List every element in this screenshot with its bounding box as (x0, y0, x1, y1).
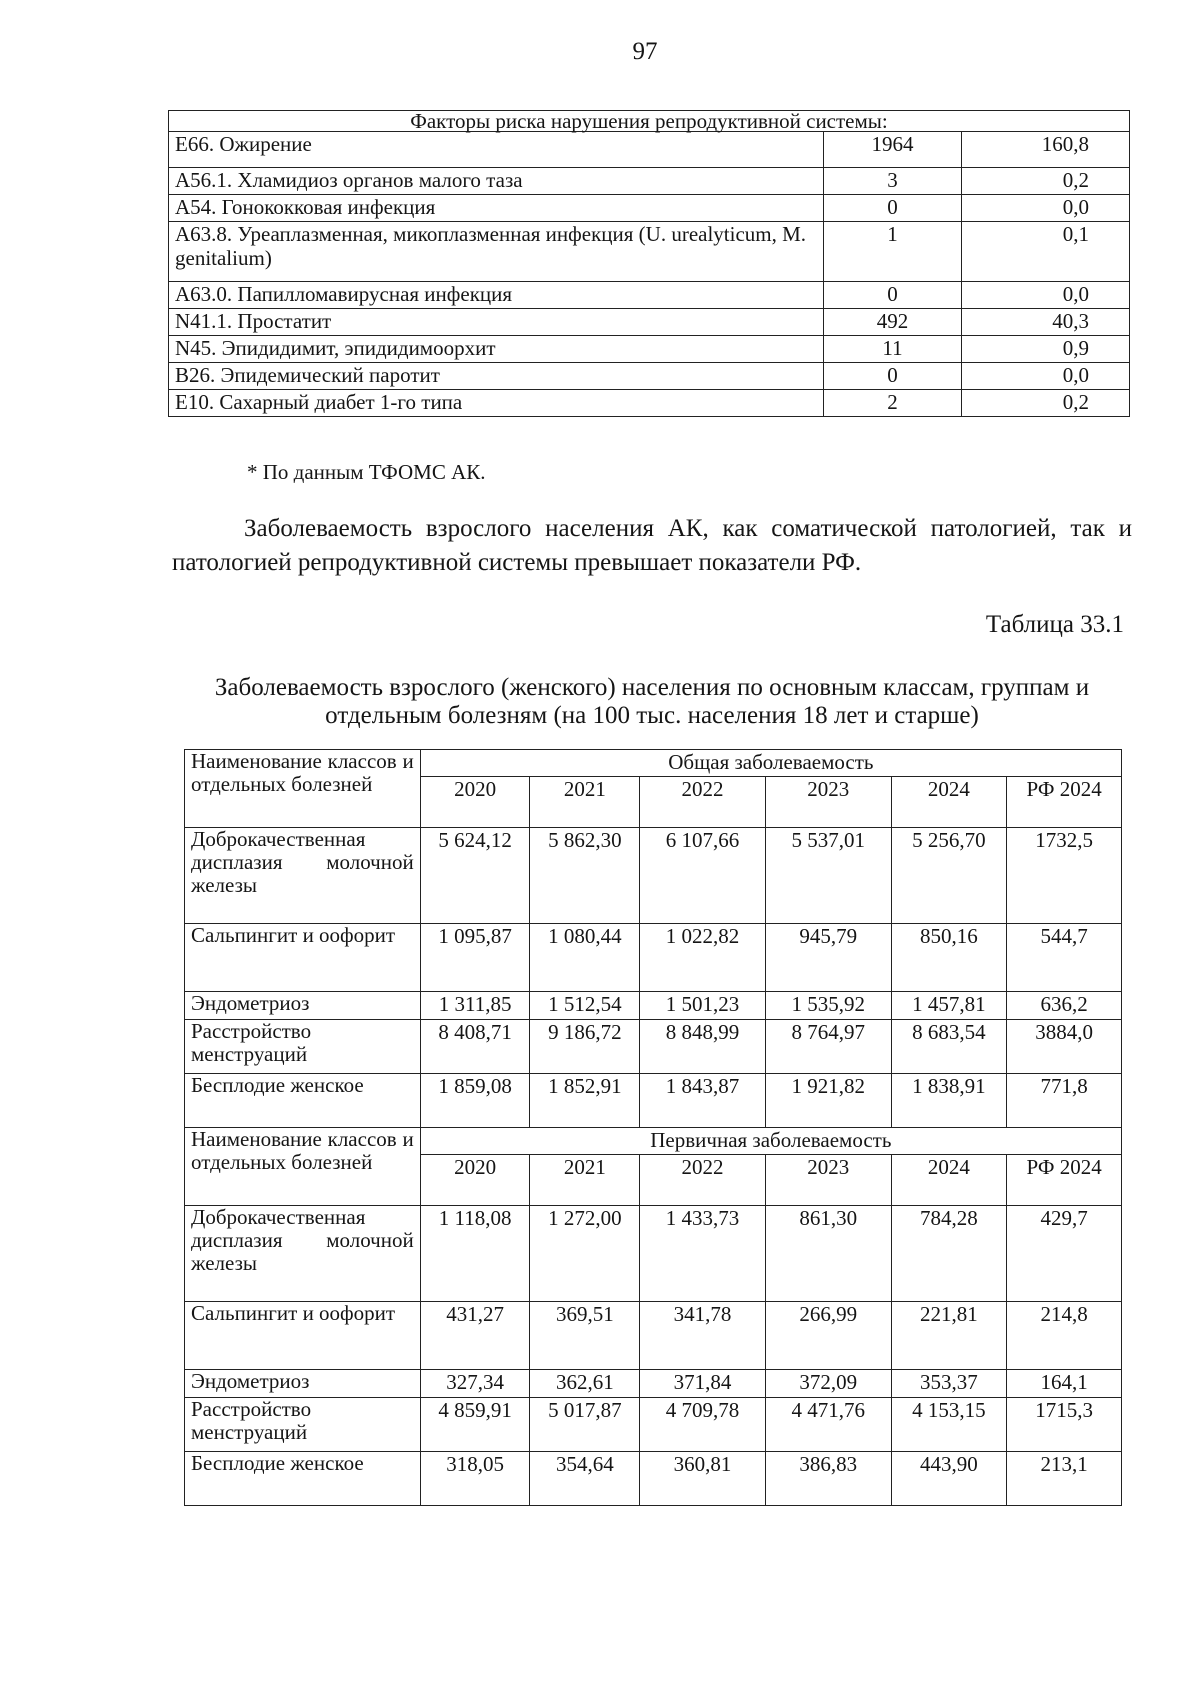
disease-name: Эндометриоз (185, 1370, 421, 1398)
table-row (169, 222, 1130, 282)
risk-name-cell: Е66. Ожирение (169, 132, 824, 168)
table-row (185, 828, 1122, 924)
value-cell: 1 272,00 (530, 1206, 640, 1302)
year-header: 2022 (640, 1155, 766, 1206)
risk-name-cell: В26. Эпидемический паротит (169, 363, 824, 390)
risk-name-cell: Е10. Сахарный диабет 1-го типа (169, 390, 824, 417)
value-cell: 861,30 (765, 1206, 891, 1302)
table-row (185, 1370, 1122, 1398)
value-cell: 443,90 (891, 1452, 1007, 1506)
section-title: Первичная заболеваемость (420, 1128, 1121, 1155)
value-cell: 9 186,72 (530, 1020, 640, 1074)
risk-rate-cell: 0,2 (961, 390, 1129, 417)
year-header: 2021 (530, 777, 640, 828)
value-cell: 362,61 (530, 1370, 640, 1398)
value-cell: 4 709,78 (640, 1398, 766, 1452)
risk-name-cell: А56.1. Хламидиоз органов малого таза (169, 168, 824, 195)
value-cell: 1 457,81 (891, 992, 1007, 1020)
risk-rate-cell: 0,0 (961, 282, 1129, 309)
table-row (169, 282, 1130, 309)
table-row (185, 1302, 1122, 1370)
risk-rate-cell: 0,0 (961, 363, 1129, 390)
value-cell: 1 512,54 (530, 992, 640, 1020)
value-cell: 354,64 (530, 1452, 640, 1506)
risk-count-cell: 3 (824, 168, 962, 195)
table-row (169, 168, 1130, 195)
value-cell: 431,27 (420, 1302, 530, 1370)
year-header: 2024 (891, 777, 1007, 828)
disease-name: Доброкачественная дисплазия молочной железы (185, 1206, 421, 1302)
section-title: Общая заболеваемость (420, 750, 1121, 777)
risk-factors-table (168, 110, 1130, 417)
value-cell: 1 311,85 (420, 992, 530, 1020)
value-cell: 353,37 (891, 1370, 1007, 1398)
table-row (169, 132, 1130, 168)
table-row (185, 1020, 1122, 1074)
page-number: 97 (632, 38, 658, 65)
value-cell: 5 537,01 (765, 828, 891, 924)
morbidity-table (184, 749, 1122, 1506)
value-cell: 1 838,91 (891, 1074, 1007, 1128)
risk-count-cell: 1964 (824, 132, 962, 168)
value-cell: 164,1 (1007, 1370, 1122, 1398)
value-cell: 1 535,92 (765, 992, 891, 1020)
value-cell: 544,7 (1007, 924, 1122, 992)
source-footnote: * По данным ТФОМС АК. (247, 460, 486, 484)
value-cell: 221,81 (891, 1302, 1007, 1370)
value-cell: 1 852,91 (530, 1074, 640, 1128)
table-row (185, 1206, 1122, 1302)
disease-name: Бесплодие женское (185, 1452, 421, 1506)
table-row (185, 1452, 1122, 1506)
risk-count-cell: 492 (824, 309, 962, 336)
value-cell: 771,8 (1007, 1074, 1122, 1128)
value-cell: 6 107,66 (640, 828, 766, 924)
value-cell: 636,2 (1007, 992, 1122, 1020)
year-header: 2021 (530, 1155, 640, 1206)
risk-count-cell: 0 (824, 195, 962, 222)
year-header: 2020 (420, 1155, 530, 1206)
value-cell: 5 256,70 (891, 828, 1007, 924)
value-cell: 5 624,12 (420, 828, 530, 924)
risk-count-cell: 1 (824, 222, 962, 282)
table-row (169, 195, 1130, 222)
disease-name: Расстройство менструаций (185, 1020, 421, 1074)
risk-name-cell: А63.8. Уреаплазменная, микоплазменная инфекция (U. urealyticum, M. genitalium) (169, 222, 824, 282)
section-header-row (185, 1128, 1122, 1155)
body-paragraph: Заболеваемость взрослого населения АК, как соматической патологией, так и патологией репродуктивной системы превышает показатели РФ. (172, 515, 1132, 576)
table-row (185, 1398, 1122, 1452)
value-cell: 945,79 (765, 924, 891, 992)
value-cell: 1 501,23 (640, 992, 766, 1020)
section-header-row (185, 750, 1122, 777)
risk-table-header: Факторы риска нарушения репродуктивной системы: (169, 111, 1130, 132)
risk-rate-cell: 0,1 (961, 222, 1129, 282)
value-cell: 1715,3 (1007, 1398, 1122, 1452)
value-cell: 341,78 (640, 1302, 766, 1370)
table-row (169, 336, 1130, 363)
value-cell: 5 862,30 (530, 828, 640, 924)
value-cell: 327,34 (420, 1370, 530, 1398)
risk-name-cell: А63.0. Папилломавирусная инфекция (169, 282, 824, 309)
value-cell: 1 433,73 (640, 1206, 766, 1302)
value-cell: 1 843,87 (640, 1074, 766, 1128)
year-header: 2020 (420, 777, 530, 828)
value-cell: 214,8 (1007, 1302, 1122, 1370)
value-cell: 1 859,08 (420, 1074, 530, 1128)
table-title: Заболеваемость взрослого (женского) населения по основным классам, группам и отдельным болезням (на 100 тыс. населения 18 лет и старше) (214, 674, 1090, 729)
value-cell: 360,81 (640, 1452, 766, 1506)
disease-name: Сальпингит и оофорит (185, 1302, 421, 1370)
value-cell: 8 683,54 (891, 1020, 1007, 1074)
table-row (185, 924, 1122, 992)
risk-rate-cell: 0,2 (961, 168, 1129, 195)
risk-count-cell: 0 (824, 363, 962, 390)
disease-name: Доброкачественная дисплазия молочной железы (185, 828, 421, 924)
value-cell: 1 095,87 (420, 924, 530, 992)
risk-name-cell: N41.1. Простатит (169, 309, 824, 336)
value-cell: 4 471,76 (765, 1398, 891, 1452)
value-cell: 3884,0 (1007, 1020, 1122, 1074)
risk-count-cell: 2 (824, 390, 962, 417)
risk-rate-cell: 160,8 (961, 132, 1129, 168)
table-row (185, 1074, 1122, 1128)
value-cell: 784,28 (891, 1206, 1007, 1302)
value-cell: 4 859,91 (420, 1398, 530, 1452)
risk-rate-cell: 0,0 (961, 195, 1129, 222)
value-cell: 8 848,99 (640, 1020, 766, 1074)
value-cell: 318,05 (420, 1452, 530, 1506)
value-cell: 429,7 (1007, 1206, 1122, 1302)
risk-table-header-row (169, 111, 1130, 132)
row-header-label: Наименование классов и отдельных болезней (185, 750, 421, 828)
value-cell: 8 764,97 (765, 1020, 891, 1074)
risk-count-cell: 0 (824, 282, 962, 309)
value-cell: 5 017,87 (530, 1398, 640, 1452)
year-header: РФ 2024 (1007, 1155, 1122, 1206)
row-header-label: Наименование классов и отдельных болезней (185, 1128, 421, 1206)
disease-name: Эндометриоз (185, 992, 421, 1020)
value-cell: 8 408,71 (420, 1020, 530, 1074)
value-cell: 372,09 (765, 1370, 891, 1398)
risk-rate-cell: 40,3 (961, 309, 1129, 336)
year-header: 2022 (640, 777, 766, 828)
table-row (169, 363, 1130, 390)
year-header: 2023 (765, 777, 891, 828)
table-caption: Таблица 33.1 (985, 611, 1124, 638)
value-cell: 1 118,08 (420, 1206, 530, 1302)
value-cell: 213,1 (1007, 1452, 1122, 1506)
value-cell: 1732,5 (1007, 828, 1122, 924)
value-cell: 386,83 (765, 1452, 891, 1506)
disease-name: Бесплодие женское (185, 1074, 421, 1128)
table-row (169, 309, 1130, 336)
disease-name: Сальпингит и оофорит (185, 924, 421, 992)
risk-name-cell: N45. Эпидидимит, эпидидимоорхит (169, 336, 824, 363)
table-row (185, 992, 1122, 1020)
value-cell: 1 080,44 (530, 924, 640, 992)
value-cell: 4 153,15 (891, 1398, 1007, 1452)
value-cell: 266,99 (765, 1302, 891, 1370)
value-cell: 1 022,82 (640, 924, 766, 992)
year-header: 2024 (891, 1155, 1007, 1206)
value-cell: 369,51 (530, 1302, 640, 1370)
value-cell: 850,16 (891, 924, 1007, 992)
table-row (169, 390, 1130, 417)
disease-name: Расстройство менструаций (185, 1398, 421, 1452)
risk-count-cell: 11 (824, 336, 962, 363)
year-header: РФ 2024 (1007, 777, 1122, 828)
risk-rate-cell: 0,9 (961, 336, 1129, 363)
risk-name-cell: А54. Гонококковая инфекция (169, 195, 824, 222)
value-cell: 371,84 (640, 1370, 766, 1398)
value-cell: 1 921,82 (765, 1074, 891, 1128)
year-header: 2023 (765, 1155, 891, 1206)
